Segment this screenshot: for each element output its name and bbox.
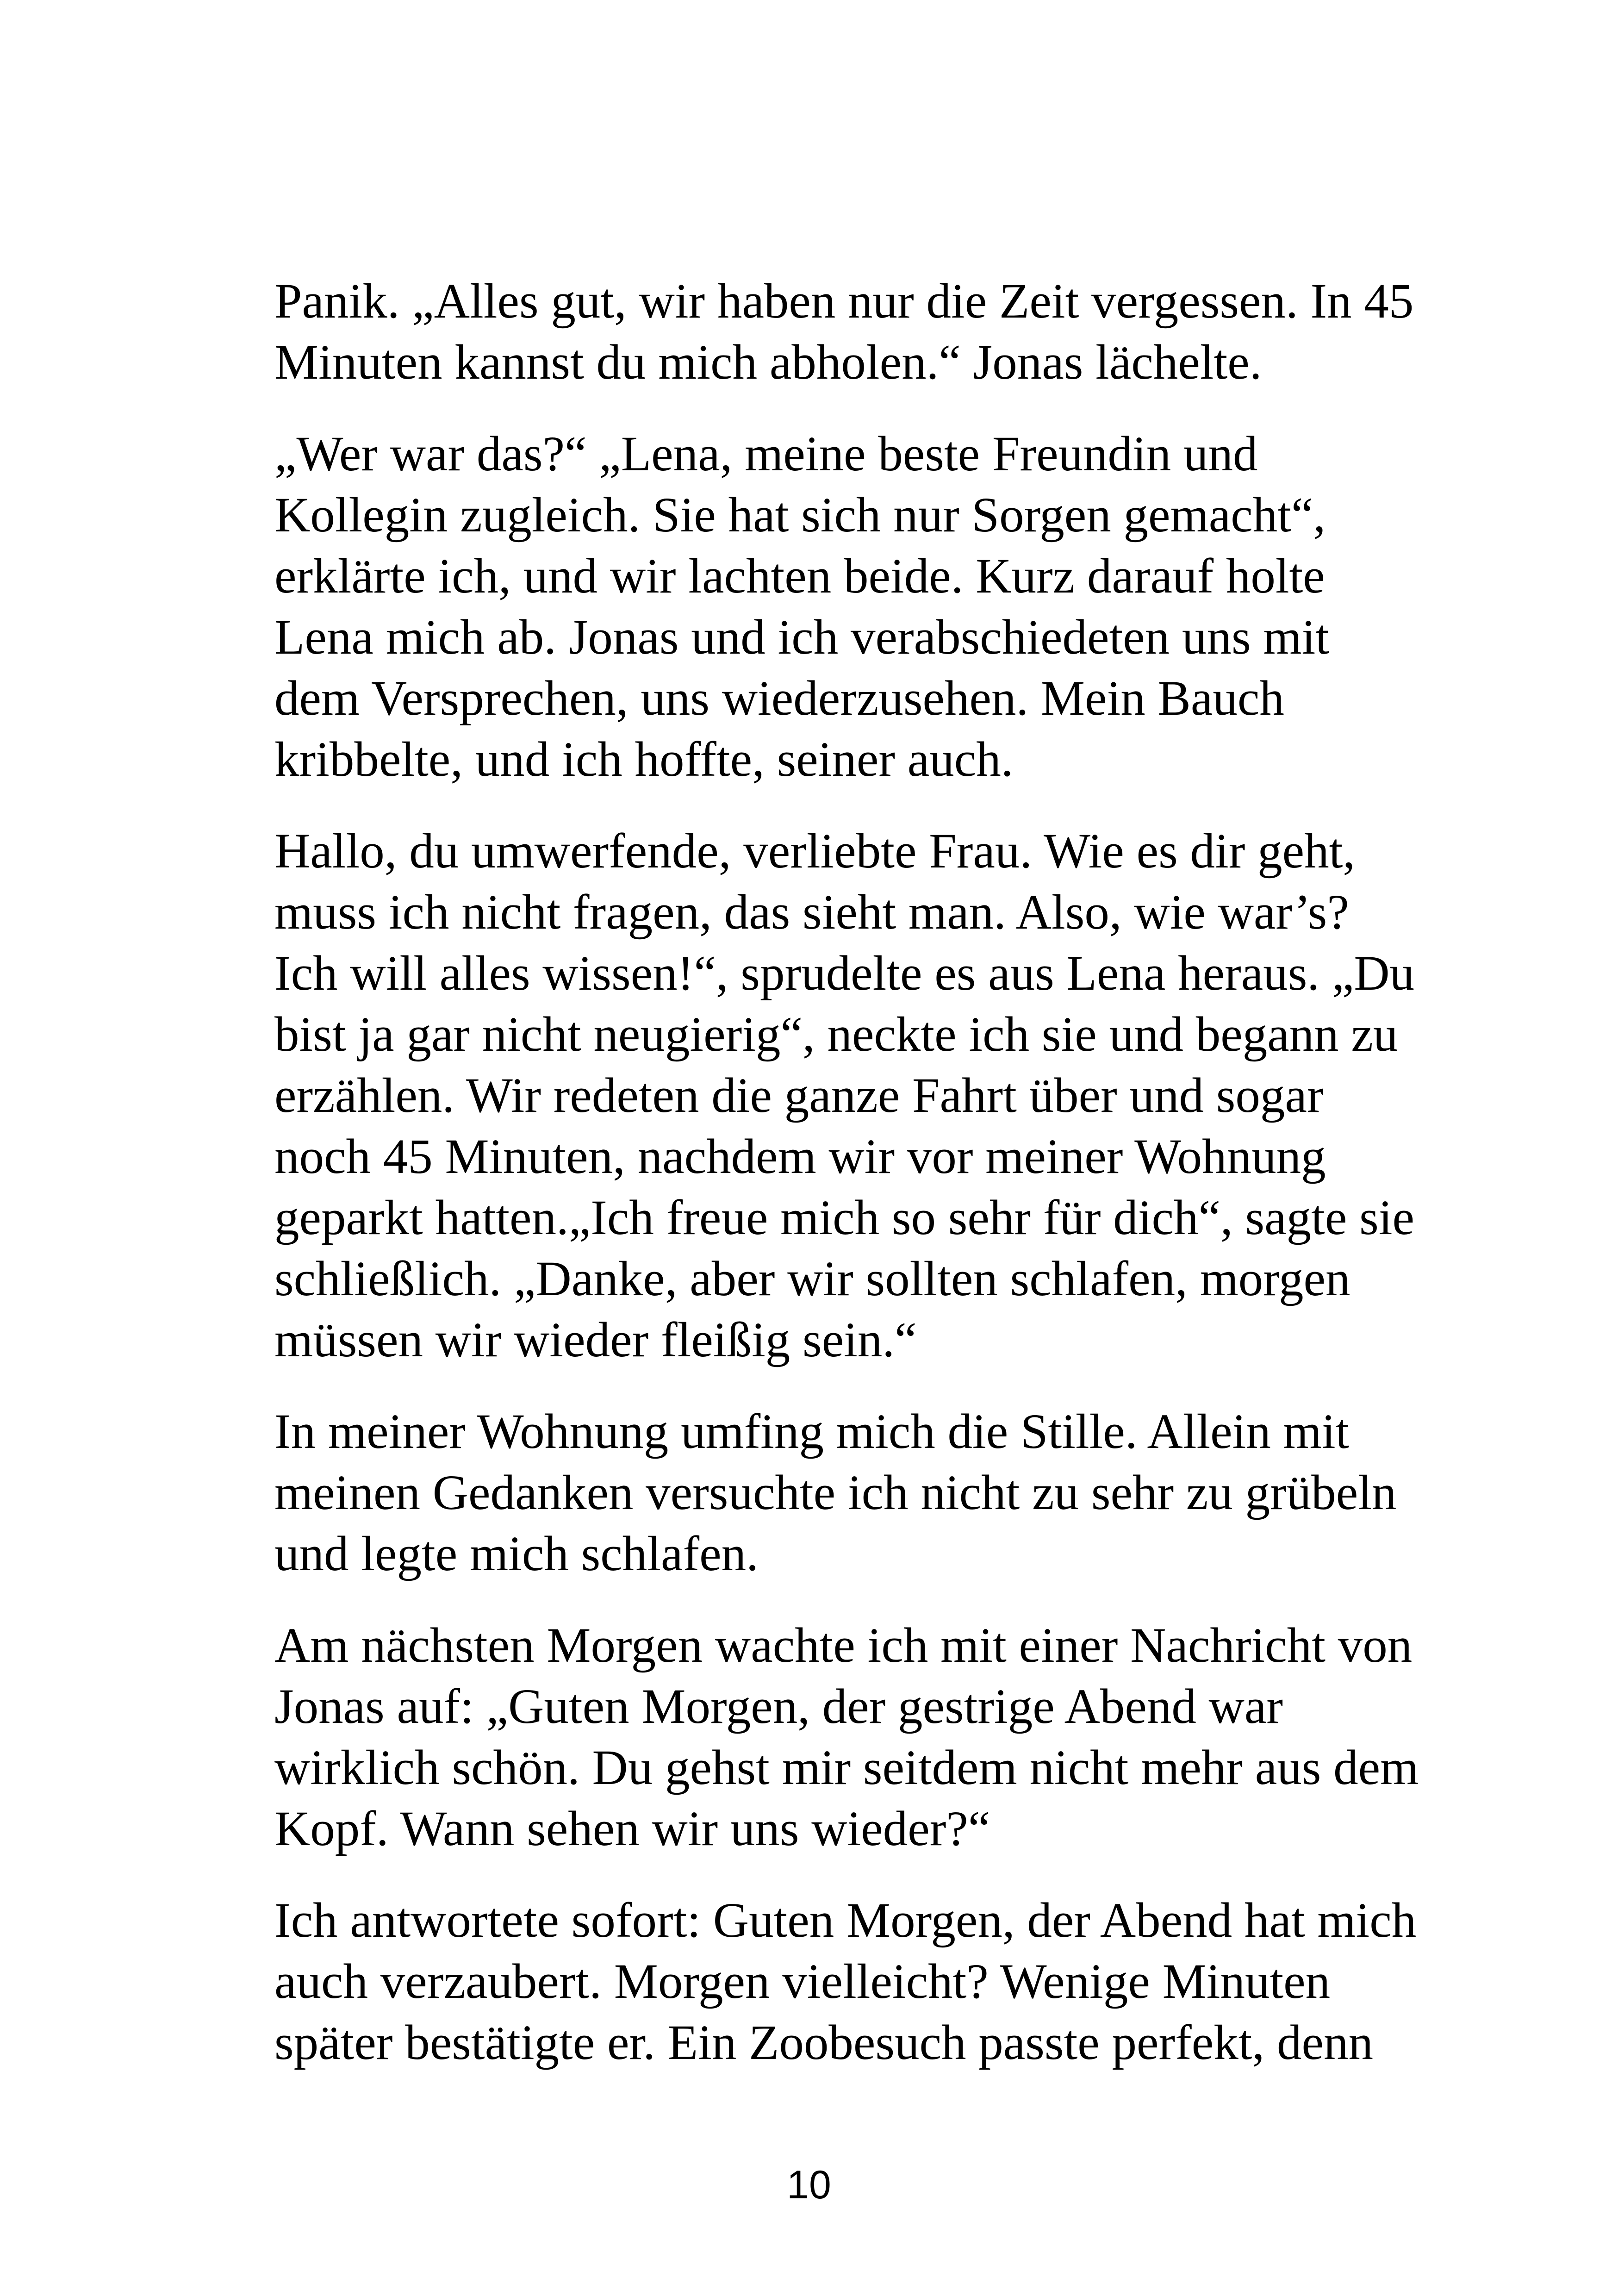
text-line: muss ich nicht fragen, das sieht man. Also, wie war’s? <box>274 885 1349 940</box>
text-line: Lena mich ab. Jonas und ich verabschiedeten uns mit <box>274 610 1330 665</box>
text-line: Panik. „Alles gut, wir haben nur die Zeit vergessen. In 45 <box>274 274 1414 329</box>
text-line: Kopf. Wann sehen wir uns wieder?“ <box>274 1802 990 1856</box>
text-line: bist ja gar nicht neugierig“, neckte ich sie und begann zu <box>274 1007 1398 1062</box>
text-line: Ich antwortete sofort: Guten Morgen, der Abend hat mich <box>274 1893 1417 1948</box>
paragraph-5 <box>274 1615 1419 1859</box>
text-line: „Wer war das?“ „Lena, meine beste Freundin und <box>274 427 1258 481</box>
text-line: kribbelte, und ich hoffte, seiner auch. <box>274 732 1014 787</box>
text-line: meinen Gedanken versuchte ich nicht zu sehr zu grübeln <box>274 1466 1397 1520</box>
text-line: In meiner Wohnung umfing mich die Stille. Allein mit <box>274 1404 1350 1459</box>
text-line: Ich will alles wissen!“, sprudelte es aus Lena heraus. „Du <box>274 946 1415 1001</box>
text-line: schließlich. „Danke, aber wir sollten schlafen, morgen <box>274 1252 1350 1306</box>
page-number: 10 <box>787 2163 831 2207</box>
text-line: Jonas auf: „Guten Morgen, der gestrige Abend war <box>274 1679 1283 1734</box>
text-line: später bestätigte er. Ein Zoobesuch passte perfekt, denn <box>274 2015 1374 2070</box>
text-line: wirklich schön. Du gehst mir seitdem nicht mehr aus dem <box>274 1741 1419 1795</box>
paragraph-2 <box>274 424 1353 790</box>
text-line: Kollegin zugleich. Sie hat sich nur Sorgen gemacht“, <box>274 488 1326 543</box>
paragraph-1 <box>274 271 1414 393</box>
text-line: erklärte ich, und wir lachten beide. Kurz darauf holte <box>274 549 1325 604</box>
text-line: geparkt hatten.„Ich freue mich so sehr für dich“, sagte sie <box>274 1191 1414 1245</box>
body-text <box>274 271 1419 2104</box>
text-line: und legte mich schlafen. <box>274 1527 759 1581</box>
text-line: noch 45 Minuten, nachdem wir vor meiner Wohnung <box>274 1129 1326 1184</box>
text-line: auch verzaubert. Morgen vielleicht? Wenige Minuten <box>274 1954 1331 2009</box>
text-line: Am nächsten Morgen wachte ich mit einer Nachricht von <box>274 1618 1413 1673</box>
text-line: erzählen. Wir redeten die ganze Fahrt über und sogar <box>274 1068 1324 1123</box>
text-line: Minuten kannst du mich abholen.“ Jonas lächelte. <box>274 335 1262 390</box>
text-line: dem Versprechen, uns wiederzusehen. Mein Bauch <box>274 671 1284 726</box>
text-line: Hallo, du umwerfende, verliebte Frau. Wie es dir geht, <box>274 824 1356 879</box>
paragraph-3 <box>274 821 1415 1371</box>
paragraph-6 <box>274 1890 1417 2073</box>
text-line: müssen wir wieder fleißig sein.“ <box>274 1313 917 1367</box>
paragraph-4 <box>274 1401 1397 1585</box>
